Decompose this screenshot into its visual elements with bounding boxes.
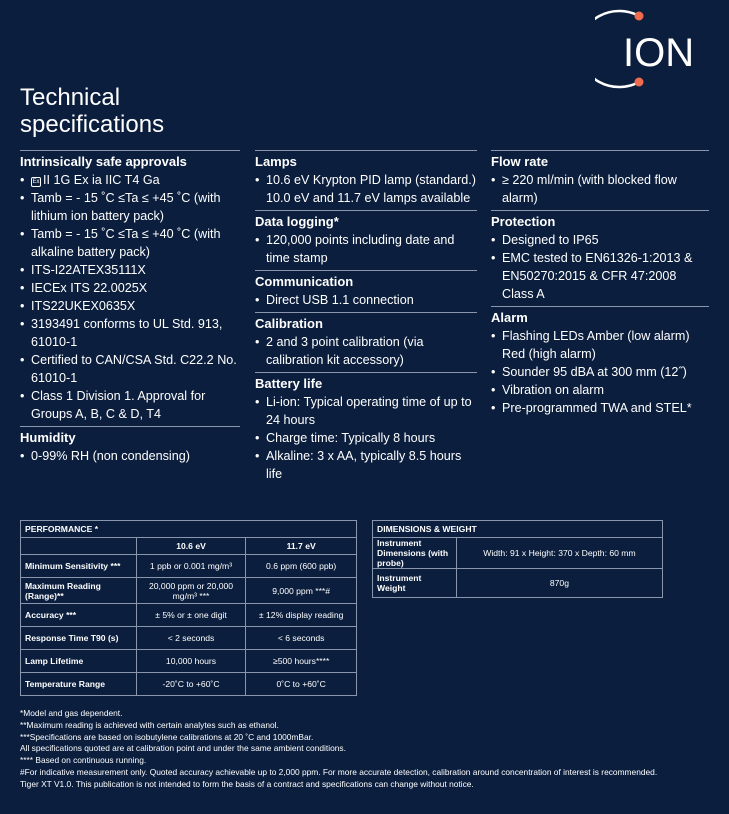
cell-value: Width: 91 x Height: 370 x Depth: 60 mm	[456, 538, 662, 569]
section-heading: Protection	[491, 214, 556, 229]
section-heading: Battery life	[255, 376, 323, 391]
section-flow-rate	[491, 150, 709, 207]
cell-value: 870g	[456, 569, 662, 598]
footnote: **Maximum reading is achieved with certain analytes such as ethanol.	[20, 719, 279, 730]
title-line-2: specifications	[20, 111, 165, 138]
list-item: • EMC tested to EN61326-1:2013 & EN50270:2015 & CFR 47:2008 Class A	[491, 249, 709, 303]
row-label: Maximum Reading (Range)**	[21, 578, 137, 604]
cell-value: 0˚C to +60˚C	[246, 673, 357, 696]
footnote: *Model and gas dependent.	[20, 708, 123, 718]
section-heading: Humidity	[20, 430, 76, 445]
cell-value: 9,000 ppm ***#	[246, 578, 357, 604]
cell-value: ± 12% display reading	[246, 604, 357, 627]
section-heading: Alarm	[491, 310, 528, 325]
table-row	[21, 650, 357, 673]
row-label: Lamp Lifetime	[21, 650, 137, 673]
cell-value: 10,000 hours	[136, 650, 246, 673]
row-label: Minimum Sensitivity ***	[21, 555, 137, 578]
column-header: 11.7 eV	[246, 538, 357, 555]
list-item: • 2 and 3 point calibration (via calibration kit accessory)	[255, 333, 477, 369]
row-label: Accuracy ***	[21, 604, 137, 627]
table-row	[373, 569, 663, 598]
footnotes	[20, 708, 720, 791]
footnote: #For indicative measurement only. Quoted accuracy achievable up to 2,000 ppm. For more accurate detection, calibration around concentration of interest is recommended.	[20, 766, 658, 777]
section-heading: Intrinsically safe approvals	[20, 154, 187, 169]
table-row	[21, 673, 357, 696]
footnote: **** Based on continuous running.	[20, 755, 147, 766]
list-item: • Designed to IP65	[491, 231, 709, 249]
ex-mark-icon: Ex	[32, 179, 40, 185]
list-item: • Li-ion: Typical operating time of up to 24 hours	[255, 393, 477, 429]
footnote: All specifications quoted are at calibration point and under the same ambient conditions.	[20, 743, 346, 754]
table-row	[373, 538, 663, 569]
page-title	[20, 84, 164, 138]
cell-value: 0.6 ppm (600 ppb)	[246, 555, 357, 578]
spec-column-1	[20, 150, 240, 468]
section-heading: Calibration	[255, 316, 323, 331]
cell-value: -20˚C to +60˚C	[136, 673, 246, 696]
section-calibration	[255, 312, 477, 369]
section-approvals	[20, 150, 240, 423]
list-item: • IECEx ITS 22.0025X	[20, 279, 240, 297]
section-alarm	[491, 306, 709, 417]
dimensions-table	[372, 520, 663, 598]
table-row	[21, 604, 357, 627]
section-battery-life	[255, 372, 477, 483]
section-protection	[491, 210, 709, 303]
list-item: • 120,000 points including date and time stamp	[255, 231, 477, 267]
list-item: • Tamb = - 15 ˚C ≤Ta ≤ +45 ˚C (with lithium ion battery pack)	[20, 189, 240, 225]
row-label: Instrument Dimensions (with probe)	[373, 538, 457, 569]
list-item: • Tamb = - 15 ˚C ≤Ta ≤ +40 ˚C (with alkaline battery pack)	[20, 225, 240, 261]
table-corner	[21, 538, 137, 555]
list-item: • Charge time: Typically 8 hours	[255, 429, 477, 447]
ion-logo	[595, 8, 715, 90]
list-item: • 10.6 eV Krypton PID lamp (standard.) 10.0 eV and 11.7 eV lamps available	[255, 171, 477, 207]
list-item: • Sounder 95 dBA at 300 mm (12˝)	[491, 363, 709, 381]
performance-table	[20, 520, 357, 696]
footnote: ***Specifications are based on isobutylene calibrations at 20 ˚C and 1000mBar.	[20, 731, 314, 742]
cell-value: 1 ppb or 0.001 mg/m³	[136, 555, 246, 578]
list-item: • ITS-I22ATEX35111X	[20, 261, 240, 279]
section-heading: Data logging*	[255, 214, 339, 229]
table-row	[21, 555, 357, 578]
cell-value: < 6 seconds	[246, 627, 357, 650]
list-item: • 3193491 conforms to UL Std. 913, 61010-1	[20, 315, 240, 351]
list-item: • Flashing LEDs Amber (low alarm) Red (high alarm)	[491, 327, 709, 363]
section-humidity	[20, 426, 240, 465]
table-row	[21, 627, 357, 650]
footnote: Tiger XT V1.0. This publication is not intended to form the basis of a contract and specifications can change without notice.	[20, 778, 474, 789]
list-item: • Certified to CAN/CSA Std. C22.2 No. 61010-1	[20, 351, 240, 387]
cell-value: ≥500 hours****	[246, 650, 357, 673]
row-label: Response Time T90 (s)	[21, 627, 137, 650]
list-item: • Alkaline: 3 x AA, typically 8.5 hours life	[255, 447, 477, 483]
section-communication	[255, 270, 477, 309]
list-item: • Direct USB 1.1 connection	[255, 291, 477, 309]
table-title: DIMENSIONS & WEIGHT	[373, 521, 663, 538]
section-heading: Communication	[255, 274, 354, 289]
list-item: • Vibration on alarm	[491, 381, 709, 399]
svg-text:ION: ION	[623, 31, 695, 75]
cell-value: 20,000 ppm or 20,000 mg/m³ ***	[136, 578, 246, 604]
list-item: • ITS22UKEX0635X	[20, 297, 240, 315]
row-label: Temperature Range	[21, 673, 137, 696]
section-heading: Lamps	[255, 154, 297, 169]
column-header: 10.6 eV	[136, 538, 246, 555]
list-item: • 0-99% RH (non condensing)	[20, 447, 240, 465]
table-row	[21, 578, 357, 604]
cell-value: < 2 seconds	[136, 627, 246, 650]
table-title: PERFORMANCE *	[21, 521, 357, 538]
list-item: • Class 1 Division 1. Approval for Groups A, B, C & D, T4	[20, 387, 240, 423]
list-item: • Ex II 1G Ex ia IIC T4 Ga	[20, 171, 240, 189]
spec-column-2	[255, 150, 477, 486]
section-data-logging	[255, 210, 477, 267]
section-lamps	[255, 150, 477, 207]
spec-column-3	[491, 150, 709, 420]
title-line-1: Technical	[20, 84, 121, 111]
list-item: • Pre-programmed TWA and STEL*	[491, 399, 709, 417]
list-item: • ≥ 220 ml/min (with blocked flow alarm)	[491, 171, 709, 207]
row-label: Instrument Weight	[373, 569, 457, 598]
cell-value: ± 5% or ± one digit	[136, 604, 246, 627]
section-heading: Flow rate	[491, 154, 549, 169]
